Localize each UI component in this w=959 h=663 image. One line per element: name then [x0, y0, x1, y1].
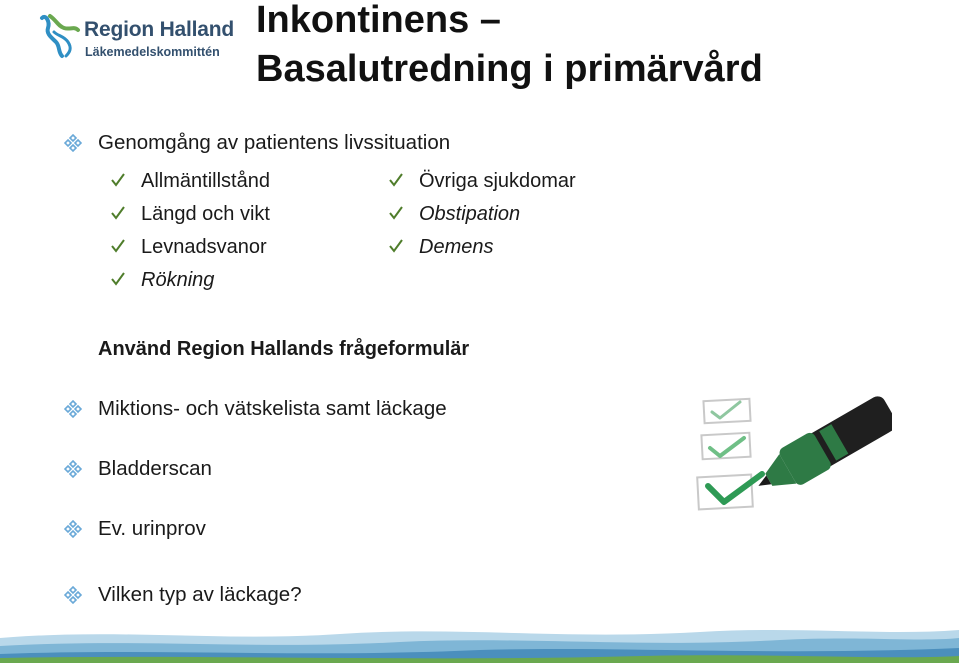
logo — [36, 12, 241, 64]
bullet-leakage-type: Vilken typ av läckage? — [98, 583, 302, 606]
check-item-other-diseases: Övriga sjukdomar — [419, 170, 576, 192]
diamond-bullet-icon — [64, 520, 82, 538]
check-icon — [111, 272, 125, 286]
footer-landscape-banner — [0, 620, 959, 663]
page-title — [256, 0, 763, 94]
bullet-bladderscan: Bladderscan — [98, 457, 212, 480]
check-item-constipation: Obstipation — [419, 203, 521, 225]
form-note: Använd Region Hallands frågeformulär — [98, 338, 470, 360]
page-title-line-2: Basalutredning i primärvård — [256, 48, 763, 90]
diamond-bullet-icon — [64, 460, 82, 478]
logo-department: Läkemedelskommittén — [85, 45, 220, 59]
diamond-bullet-icon — [64, 134, 82, 152]
check-item-height-weight: Längd och vikt — [141, 203, 270, 225]
logo-organization: Region Halland — [84, 18, 235, 41]
check-icon — [111, 173, 125, 187]
bullet-urine-sample: Ev. urinprov — [98, 517, 206, 540]
check-icon — [389, 239, 403, 253]
check-item-lifestyle: Levnadsvanor — [141, 236, 267, 258]
bullet-living-situation: Genomgång av patientens livssituation — [98, 131, 451, 154]
check-icon — [389, 173, 403, 187]
diamond-bullet-icon — [64, 586, 82, 604]
region-halland-emblem-icon — [36, 12, 82, 60]
check-item-smoking: Rökning — [141, 269, 215, 291]
bullet-fluid-chart: Miktions- och vätskelista samt läckage — [98, 397, 447, 420]
check-icon — [111, 206, 125, 220]
check-item-dementia: Demens — [419, 236, 494, 258]
check-icon — [111, 239, 125, 253]
check-item-general-condition: Allmäntillstånd — [141, 170, 270, 192]
page-title-line-1: Inkontinens – — [256, 0, 501, 41]
check-icon — [389, 206, 403, 220]
checklist-marker-illustration — [652, 388, 892, 548]
diamond-bullet-icon — [64, 400, 82, 418]
